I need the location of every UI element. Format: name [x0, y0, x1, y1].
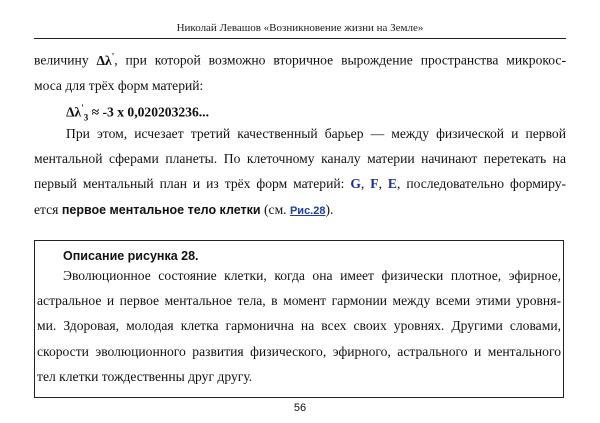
- box-line-1: Эволюционное состояние клетки, когда она имеет физически плотное, эфирное,: [63, 268, 561, 283]
- box-line-3: ми. Здоровая, молодая клетка гармонична на всех своих уровнях. Другими словами,: [37, 318, 561, 334]
- intro-text-post: , при которой возможно вторичное вырождение пространства микрокос-: [114, 52, 566, 68]
- delta-lambda-prime: ': [111, 51, 115, 61]
- intro-paragraph: [34, 44, 566, 98]
- matter-e: E: [387, 176, 397, 192]
- formula-prime: ': [81, 103, 84, 113]
- comma-2: ,: [378, 176, 388, 192]
- intro-line-1: [34, 44, 566, 73]
- header-rule: [34, 38, 566, 39]
- intro-line-2: моса для трёх форм материй:: [34, 77, 204, 93]
- para-line-3-post: , последовательно формиру-: [397, 176, 567, 192]
- page-number: 56: [293, 402, 307, 414]
- intro-text-pre: величину: [34, 52, 97, 68]
- para-line-4-pre: ется: [34, 201, 62, 217]
- box-line-2: астральное и первое ментальное тела, в момент гармонии между всеми этими уровня-: [37, 293, 561, 309]
- matter-g: G: [350, 176, 361, 192]
- para-line-1: При этом, исчезает третий качественный барьер — между физической и первой: [66, 126, 566, 141]
- para-line-3-pre: первый ментальный план и из трёх форм материй:: [34, 176, 351, 192]
- para-line-2: ментальной сферами планеты. По клеточному каналу материи начинают перетекать на: [34, 151, 566, 167]
- figure-description-text: [37, 263, 561, 389]
- comma-1: ,: [360, 176, 371, 192]
- matter-f: F: [370, 176, 379, 192]
- para-line-4-mid: (см.: [260, 201, 290, 217]
- formula-value: 0,020203236...: [127, 104, 209, 120]
- figure-description-box: [34, 240, 564, 398]
- formula-approx: ≈ -3 х: [88, 104, 128, 120]
- para-line-4-post: ).: [325, 201, 334, 217]
- para-line-3: [34, 171, 566, 196]
- formula-subscript: 3: [83, 112, 89, 123]
- box-line-4: скорости эволюционного развития физического, эфирного, астрального и ментального: [37, 343, 561, 359]
- box-line-5: тел клетки тождественны друг другу.: [37, 368, 253, 384]
- main-paragraph: [34, 121, 566, 224]
- figure-description-title: Описание рисунка 28.: [63, 249, 199, 263]
- delta-lambda-glyph: Δλ: [96, 52, 112, 68]
- figure-28-link[interactable]: Рис.28: [289, 204, 326, 217]
- para-line-4: [34, 197, 566, 224]
- running-header: Николай Левашов «Возникновение жизни на Земле»: [176, 22, 424, 34]
- delta-lambda-symbol: [97, 53, 115, 68]
- mental-body-term: первое ментальное тело клетки: [61, 202, 261, 217]
- formula-lhs: Δλ: [66, 104, 82, 120]
